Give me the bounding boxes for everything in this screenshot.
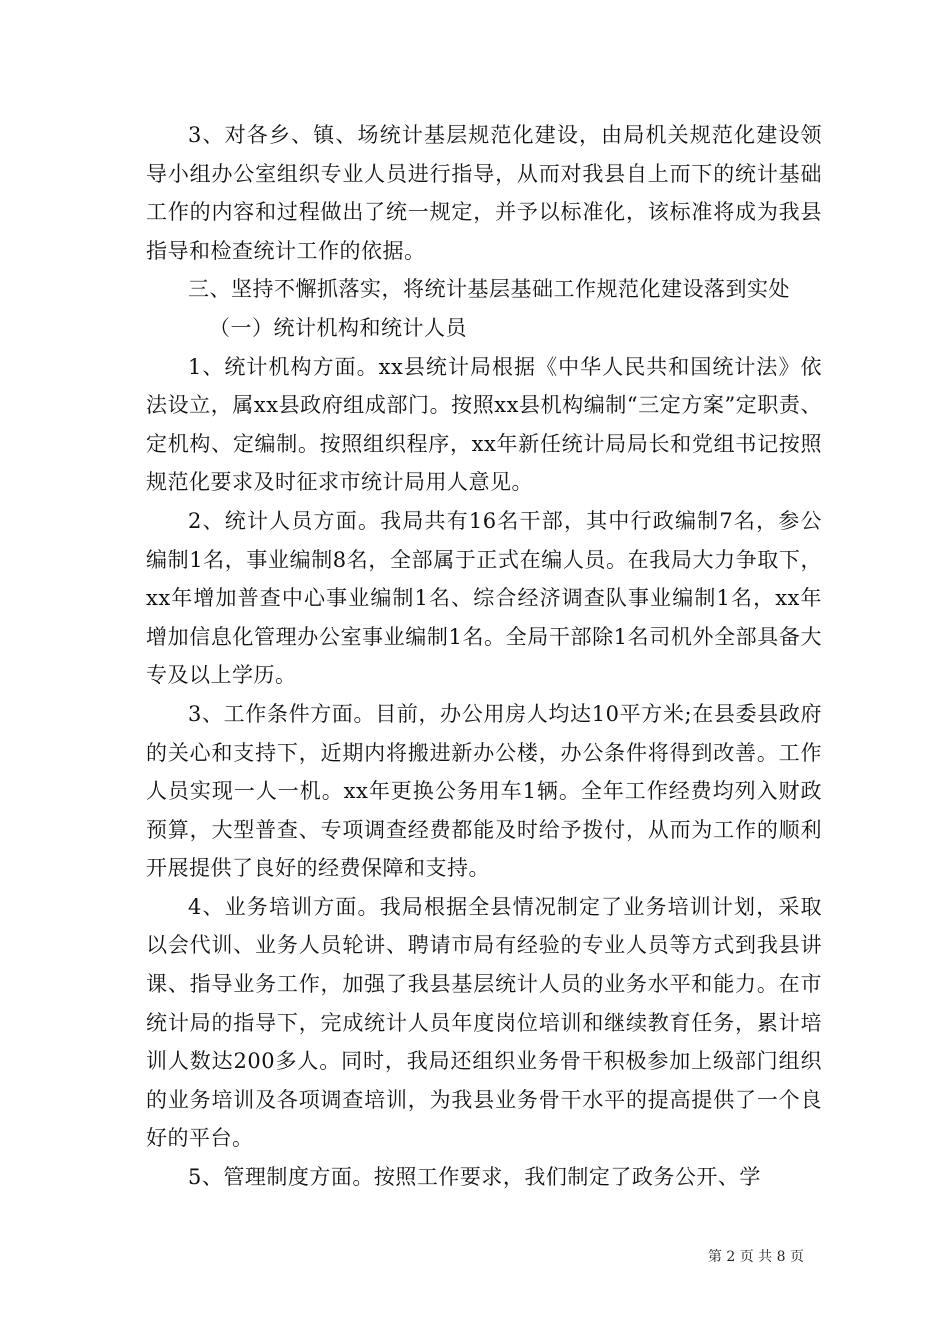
paragraph-statistical-agency: 1、统计机构方面。xx县统计局根据《中华人民共和国统计法》依法设立，属xx县政府组成部门。按照xx县机构编制“三定方案”定职责、定机构、定编制。按照组织程序，xx年新任统计局局长和党组书记按照规范化要求及时征求市统计局用人意见。: [146, 354, 822, 495]
page-number-footer: 第 2 页 共 8 页: [707, 1249, 804, 1265]
subsection-heading-organization-staff: （一）统计机构和统计人员: [209, 315, 467, 340]
document-body: [146, 116, 822, 1197]
paragraph-statistical-staff: 2、统计人员方面。我局共有16名干部，其中行政编制7名，参公编制1名，事业编制8名，全部属于正式在编人员。在我局大力争取下，xx年增加普查中心事业编制1名、综合经济调查队事业编制1名，xx年增加信息化管理办公室事业编制1名。全局干部除1名司机外全部具备大专及以上学历。: [146, 508, 822, 688]
section-heading-implementation: 三、坚持不懈抓落实，将统计基层基础工作规范化建设落到实处: [188, 277, 790, 302]
paragraph-business-training: 4、业务培训方面。我局根据全县情况制定了业务培训计划，采取以会代训、业务人员轮讲、聘请市局有经验的专业人员等方式到我县讲课、指导业务工作，加强了我县基层统计人员的业务水平和能力。在市统计局的指导下，完成统计人员年度岗位培训和继续教育任务，累计培训人数达200多人。同时，我局还组织业务骨干积极参加上级部门组织的业务培训及各项调查培训，为我县业务骨干水平的提高提供了一个良好的平台。: [146, 894, 822, 1151]
paragraph-working-conditions: 3、工作条件方面。目前，办公用房人均达10平方米;在县委县政府的关心和支持下，近期内将搬进新办公楼，办公条件将得到改善。工作人员实现一人一机。xx年更换公务用车1辆。全年工作经费均列入财政预算，大型普查、专项调查经费都能及时给予拨付，从而为工作的顺利开展提供了良好的经费保障和支持。: [146, 701, 822, 881]
paragraph-management-system: 5、管理制度方面。按照工作要求，我们制定了政务公开、学: [188, 1165, 761, 1190]
paragraph-item-3-guidance: 3、对各乡、镇、场统计基层规范化建设，由局机关规范化建设领导小组办公室组织专业人员进行指导，从而对我县自上而下的统计基础工作的内容和过程做出了统一规定，并予以标准化，该标准将成为我县指导和检查统计工作的依据。: [146, 123, 822, 263]
